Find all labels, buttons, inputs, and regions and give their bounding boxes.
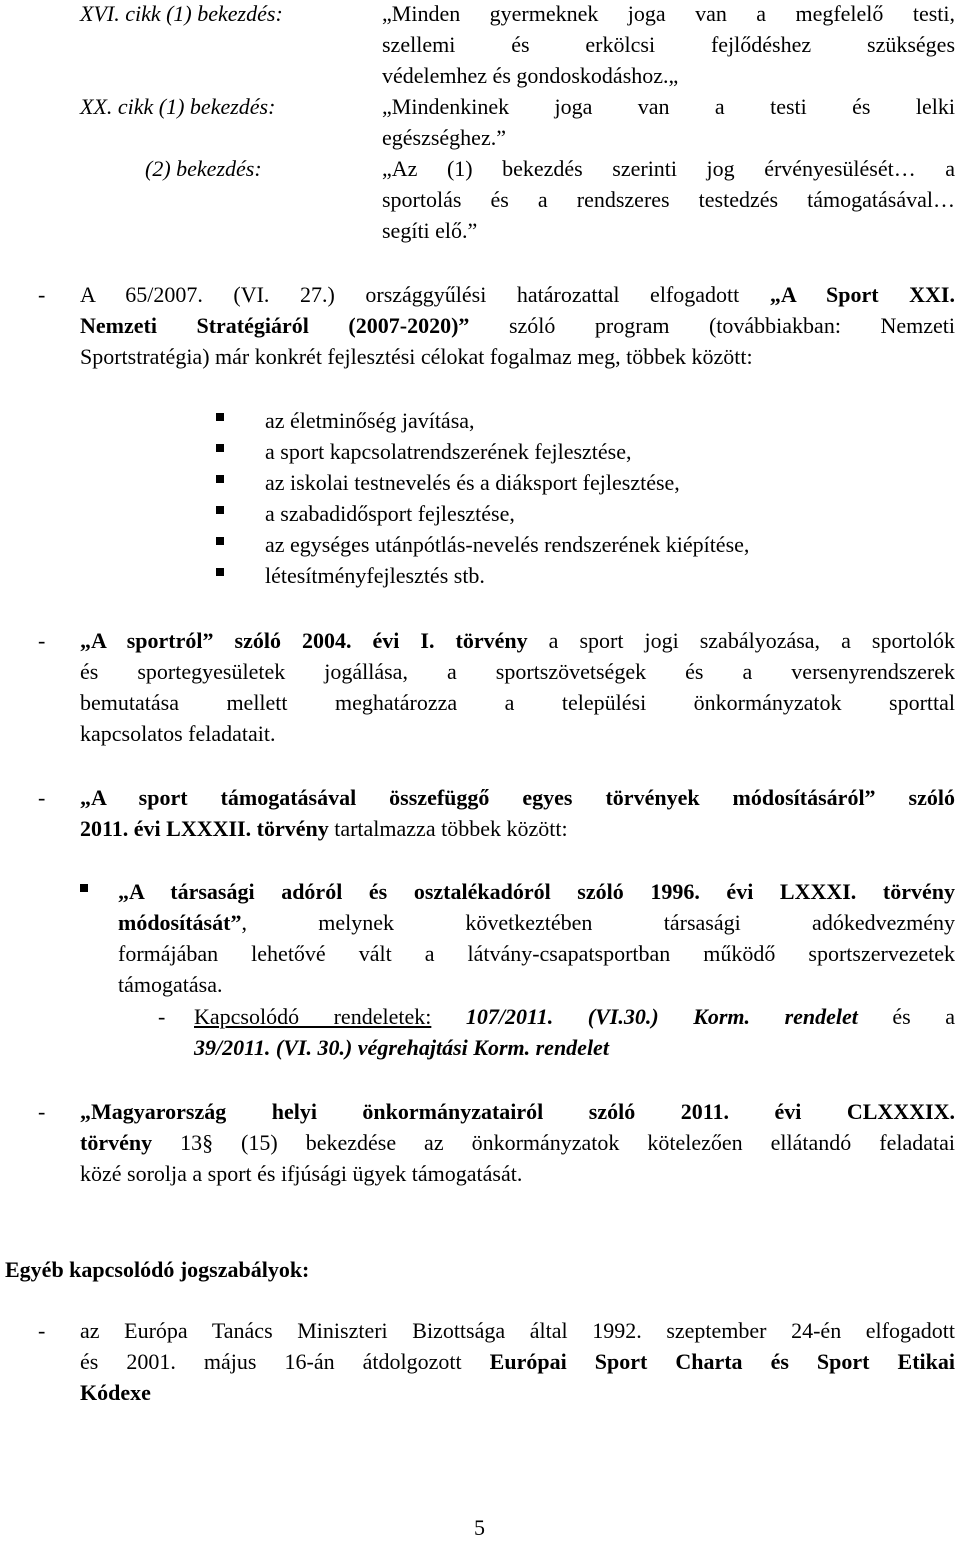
- local-gov-line3: közé sorolja a sport és ifjúsági ügyek támogatását.: [80, 1161, 523, 1186]
- goal-item: az életminőség javítása,: [265, 408, 475, 433]
- article-xx2-line3: segíti elő.”: [382, 218, 478, 243]
- square-bullet-icon: [216, 568, 224, 576]
- sport-law-line2: és sportegyesületek jogállása, a sportszövetségek és a versenyrendszerek: [80, 659, 955, 684]
- local-gov-dash: -: [38, 1099, 46, 1124]
- article-xx-line2: egészséghez.”: [382, 125, 506, 150]
- local-gov-line2: törvény 13§ (15) bekezdése az önkormányzatok kötelezően ellátandó feladatai: [80, 1130, 955, 1155]
- square-bullet-icon: [216, 475, 224, 483]
- article-xvi-line2: szellemi és erkölcsi fejlődéshez szükséges: [382, 32, 955, 57]
- article-xvi-label: XVI. cikk (1) bekezdés:: [80, 1, 283, 26]
- sport21-dash: -: [38, 282, 46, 307]
- sport-law-line3: bemutatása mellett meghatározza a települési önkormányzatok sporttal: [80, 690, 955, 715]
- goal-item: a szabadidősport fejlesztése,: [265, 501, 515, 526]
- sport21-line1: A 65/2007. (VI. 27.) országgyűlési határozattal elfogadott „A Sport XXI.: [80, 282, 955, 307]
- other-laws-line3: Kódexe: [80, 1380, 151, 1405]
- other-laws-line2: és 2001. május 16-án átdolgozott Európai Sport Charta és Sport Etikai: [80, 1349, 955, 1374]
- goal-item: az egységes utánpótlás-nevelés rendszerének kiépítése,: [265, 532, 750, 557]
- support-law-item-line2: módosítását”, melynek következtében társasági adókedvezmény: [118, 910, 955, 935]
- sport21-line2: Nemzeti Stratégiáról (2007-2020)” szóló program (továbbiakban: Nemzeti: [80, 313, 955, 338]
- support-law-line2: 2011. évi LXXXII. törvény tartalmazza többek között:: [80, 816, 568, 841]
- support-law-line1: „A sport támogatásával összefüggő egyes törvények módosításáról” szóló: [80, 785, 955, 810]
- other-laws-dash: -: [38, 1318, 46, 1343]
- sport-law-line1: „A sportról” szóló 2004. évi I. törvény a sport jogi szabályozása, a sportolók: [80, 628, 955, 653]
- square-bullet-icon: [216, 537, 224, 545]
- article-xx2-line2: sportolás és a rendszeres testedzés támogatásával…: [382, 187, 955, 212]
- article-xx2-label: (2) bekezdés:: [145, 156, 262, 181]
- square-bullet-icon: [80, 884, 88, 892]
- article-xx-line1: „Mindenkinek joga van a testi és lelki: [382, 94, 955, 119]
- support-law-item-line1: „A társasági adóról és osztalékadóról szóló 1996. évi LXXXI. törvény: [118, 879, 955, 904]
- support-law-dash: -: [38, 785, 46, 810]
- square-bullet-icon: [216, 506, 224, 514]
- goal-item: létesítményfejlesztés stb.: [265, 563, 485, 588]
- related-decrees-line1: Kapcsolódó rendeletek: 107/2011. (VI.30.) Korm. rendelet és a: [194, 1004, 956, 1029]
- other-laws-line1: az Európa Tanács Miniszteri Bizottsága által 1992. szeptember 24-én elfogadott: [80, 1318, 955, 1343]
- article-xx-label: XX. cikk (1) bekezdés:: [80, 94, 276, 119]
- goal-item: az iskolai testnevelés és a diáksport fejlesztése,: [265, 470, 680, 495]
- goal-item: a sport kapcsolatrendszerének fejlesztése,: [265, 439, 632, 464]
- article-xx2-line1: „Az (1) bekezdés szerinti jog érvényesülését… a: [382, 156, 955, 181]
- sport-law-dash: -: [38, 628, 46, 653]
- related-decrees-line2: 39/2011. (VI. 30.) végrehajtási Korm. rendelet: [194, 1035, 609, 1060]
- article-xvi-line1: „Minden gyermeknek joga van a megfelelő testi,: [382, 1, 955, 26]
- support-law-item-line3: formájában lehetővé vált a látvány-csapatsportban működő sportszervezetek: [118, 941, 955, 966]
- support-law-item-line4: támogatása.: [118, 972, 223, 997]
- local-gov-line1: „Magyarország helyi önkormányzatairól szóló 2011. évi CLXXXIX.: [80, 1099, 955, 1124]
- square-bullet-icon: [216, 444, 224, 452]
- square-bullet-icon: [216, 413, 224, 421]
- related-decrees-dash: -: [158, 1004, 166, 1029]
- sport21-line3: Sportstratégia) már konkrét fejlesztési célokat fogalmaz meg, többek között:: [80, 344, 753, 369]
- sport-law-line4: kapcsolatos feladatait.: [80, 721, 276, 746]
- other-laws-heading: Egyéb kapcsolódó jogszabályok:: [5, 1257, 310, 1282]
- article-xvi-line3: védelemhez és gondoskodáshoz.„: [382, 63, 679, 88]
- page-number: 5: [474, 1515, 485, 1540]
